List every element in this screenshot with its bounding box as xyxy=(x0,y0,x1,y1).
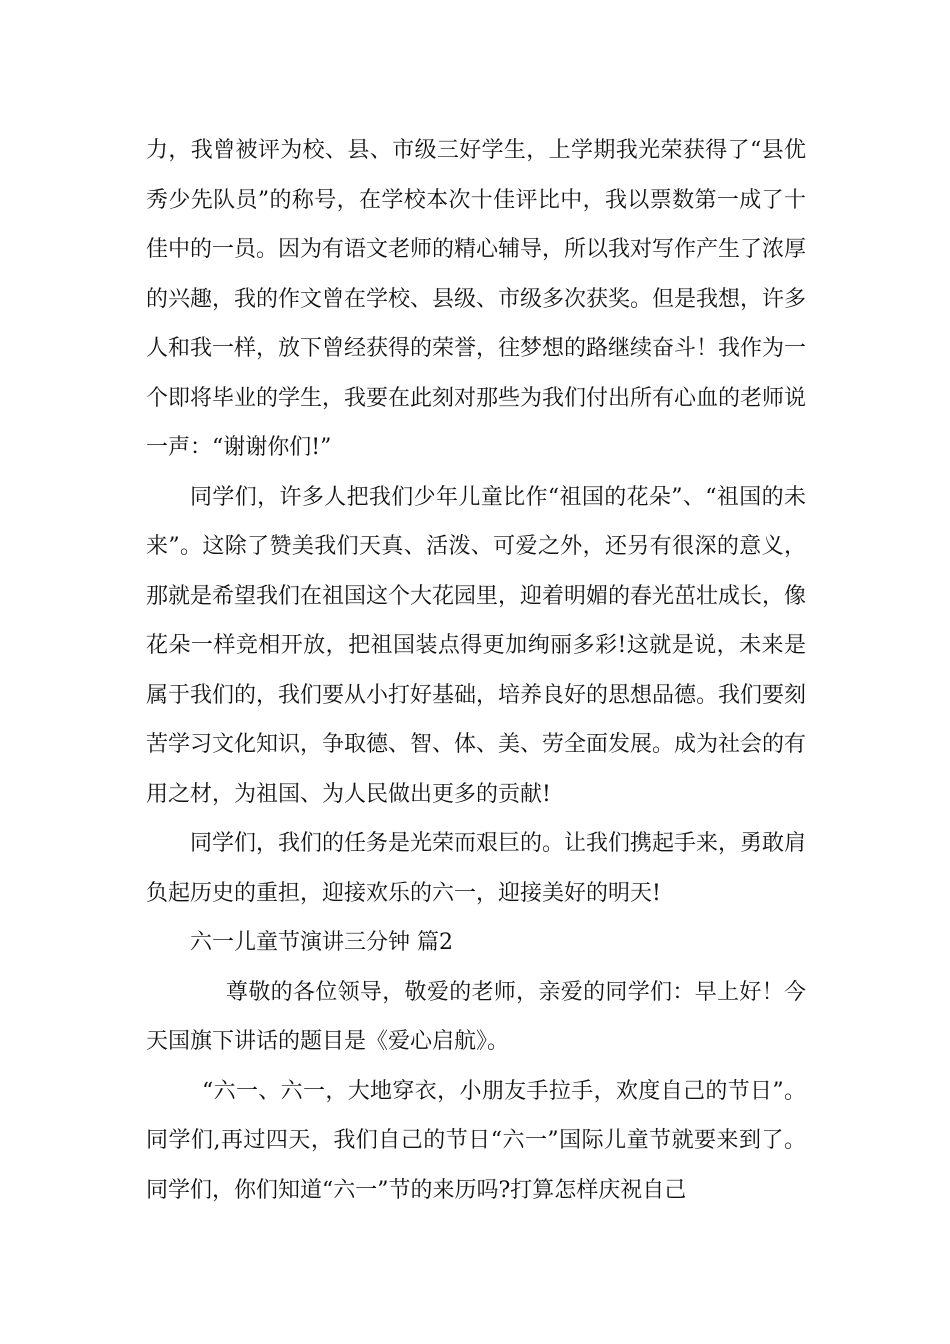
paragraph-childrens-day: “六一、六一，大地穿衣，小朋友手拉手，欢度自己的节日”。同学们,再过四天，我们自己的节日“六一”国际儿童节就要来到了。同学们，你们知道“六一”节的来历吗?打算怎样庆祝自己 xyxy=(146,1078,806,1203)
body-text xyxy=(146,126,806,1215)
paragraph-continuation: 力，我曾被评为校、县、市级三好学生，上学期我光荣获得了“县优秀少先队员”的称号，在学校本次十佳评比中，我以票数第一成了十佳中的一员。因为有语文老师的精心辅导，所以我对写作产生了浓厚的兴趣，我的作文曾在学校、县级、市级多次获奖。但是我想，许多人和我一样，放下曾经获得的荣誉，往梦想的路继续奋斗！我作为一个即将毕业的学生，我要在此刻对那些为我们付出所有心血的老师说一声：“谢谢你们!” xyxy=(146,138,807,460)
paragraph-flowers: 同学们，许多人把我们少年儿童比作“祖国的花朵”、“祖国的未来”。这除了赞美我们天真、活泼、可爱之外，还另有很深的意义，那就是希望我们在祖国这个大花园里，迎着明媚的春光茁壮成长，像花朵一样竞相开放，把祖国装点得更加绚丽多彩!这就是说，未来是属于我们的，我们要从小打好基础，培养良好的思想品德。我们要刻苦学习文化知识，争取德、智、体、美、劳全面发展。成为社会的有用之材，为祖国、为人民做出更多的贡献! xyxy=(146,484,807,807)
section-heading: 六一儿童节演讲三分钟 篇2 xyxy=(190,930,453,955)
paragraph-task: 同学们，我们的任务是光荣而艰巨的。让我们携起手来，勇敢肩负起历史的重担，迎接欢乐的六一，迎接美好的明天! xyxy=(146,831,807,906)
paragraph-greeting: 尊敬的各位领导，敬爱的老师，亲爱的同学们：早上好！今天国旗下讲话的题目是《爱心启航》。 xyxy=(146,979,806,1054)
